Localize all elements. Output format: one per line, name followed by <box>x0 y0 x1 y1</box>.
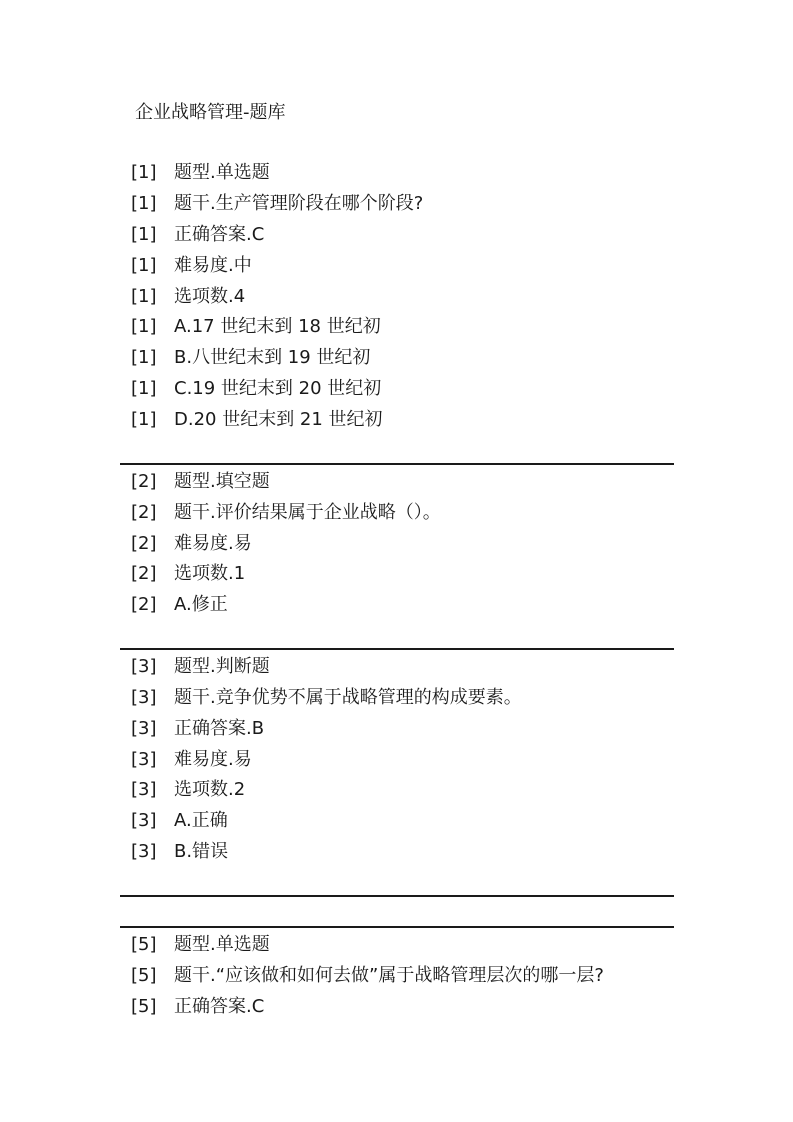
question-line <box>131 375 381 403</box>
option-count: 选项数.1 <box>174 563 246 584</box>
divider <box>120 926 674 928</box>
option-c: C.19 世纪末到 20 世纪初 <box>174 378 382 399</box>
question-number: [1] <box>131 316 157 337</box>
option-d: D.20 世纪末到 21 世纪初 <box>174 409 383 430</box>
question-number: [5] <box>131 965 157 986</box>
question-number: [3] <box>131 687 157 708</box>
question-type: 题型.单选题 <box>174 934 270 955</box>
question-line <box>131 283 245 311</box>
question-stem: 题干.生产管理阶段在哪个阶段? <box>174 193 424 214</box>
question-line <box>131 591 228 619</box>
question-line <box>131 653 270 681</box>
divider <box>120 648 674 650</box>
difficulty: 难易度.易 <box>174 533 252 554</box>
question-number: [5] <box>131 934 157 955</box>
question-line <box>131 221 264 249</box>
question-number: [1] <box>131 255 157 276</box>
question-number: [1] <box>131 224 157 245</box>
option-b: B.错误 <box>174 841 229 862</box>
question-line <box>131 776 245 804</box>
option-a: A.修正 <box>174 594 228 615</box>
question-type: 题型.判断题 <box>174 656 270 677</box>
document-title: 企业战略管理-题库 <box>135 102 286 123</box>
divider <box>120 895 674 897</box>
question-number: [3] <box>131 749 157 770</box>
difficulty: 难易度.易 <box>174 749 252 770</box>
question-number: [2] <box>131 563 157 584</box>
question-number: [5] <box>131 996 157 1017</box>
question-line <box>131 962 604 990</box>
question-number: [2] <box>131 594 157 615</box>
question-stem: 题干.评价结果属于企业战略（）。 <box>174 502 441 523</box>
question-line <box>131 746 252 774</box>
difficulty: 难易度.中 <box>174 255 252 276</box>
question-line <box>131 468 270 496</box>
option-a: A.17 世纪末到 18 世纪初 <box>174 316 381 337</box>
option-b: B.八世纪末到 19 世纪初 <box>174 347 371 368</box>
question-number: [1] <box>131 378 157 399</box>
question-line <box>131 931 270 959</box>
question-number: [3] <box>131 656 157 677</box>
question-line <box>131 499 441 527</box>
question-line <box>131 684 522 712</box>
question-line <box>131 159 270 187</box>
correct-answer: 正确答案.B <box>174 718 265 739</box>
question-line <box>131 715 264 743</box>
question-line <box>131 807 228 835</box>
question-line <box>131 344 370 372</box>
question-line <box>131 252 252 280</box>
question-number: [3] <box>131 810 157 831</box>
question-number: [2] <box>131 502 157 523</box>
question-type: 题型.填空题 <box>174 471 270 492</box>
question-line <box>131 993 264 1021</box>
question-number: [3] <box>131 841 157 862</box>
question-number: [1] <box>131 286 157 307</box>
question-line <box>131 838 228 866</box>
option-count: 选项数.4 <box>174 286 246 307</box>
question-stem: 题干.“应该做和如何去做”属于战略管理层次的哪一层? <box>174 965 604 986</box>
question-stem: 题干.竞争优势不属于战略管理的构成要素。 <box>174 687 522 708</box>
question-type: 题型.单选题 <box>174 162 270 183</box>
question-line <box>131 406 383 434</box>
question-number: [1] <box>131 193 157 214</box>
question-number: [3] <box>131 779 157 800</box>
question-line <box>131 190 423 218</box>
question-number: [1] <box>131 162 157 183</box>
question-number: [3] <box>131 718 157 739</box>
question-number: [2] <box>131 533 157 554</box>
question-number: [2] <box>131 471 157 492</box>
option-count: 选项数.2 <box>174 779 246 800</box>
question-line <box>131 313 381 341</box>
divider <box>120 463 674 465</box>
question-line <box>131 530 252 558</box>
question-line <box>131 560 245 588</box>
question-number: [1] <box>131 347 157 368</box>
correct-answer: 正确答案.C <box>174 224 265 245</box>
question-number: [1] <box>131 409 157 430</box>
option-a: A.正确 <box>174 810 228 831</box>
correct-answer: 正确答案.C <box>174 996 265 1017</box>
